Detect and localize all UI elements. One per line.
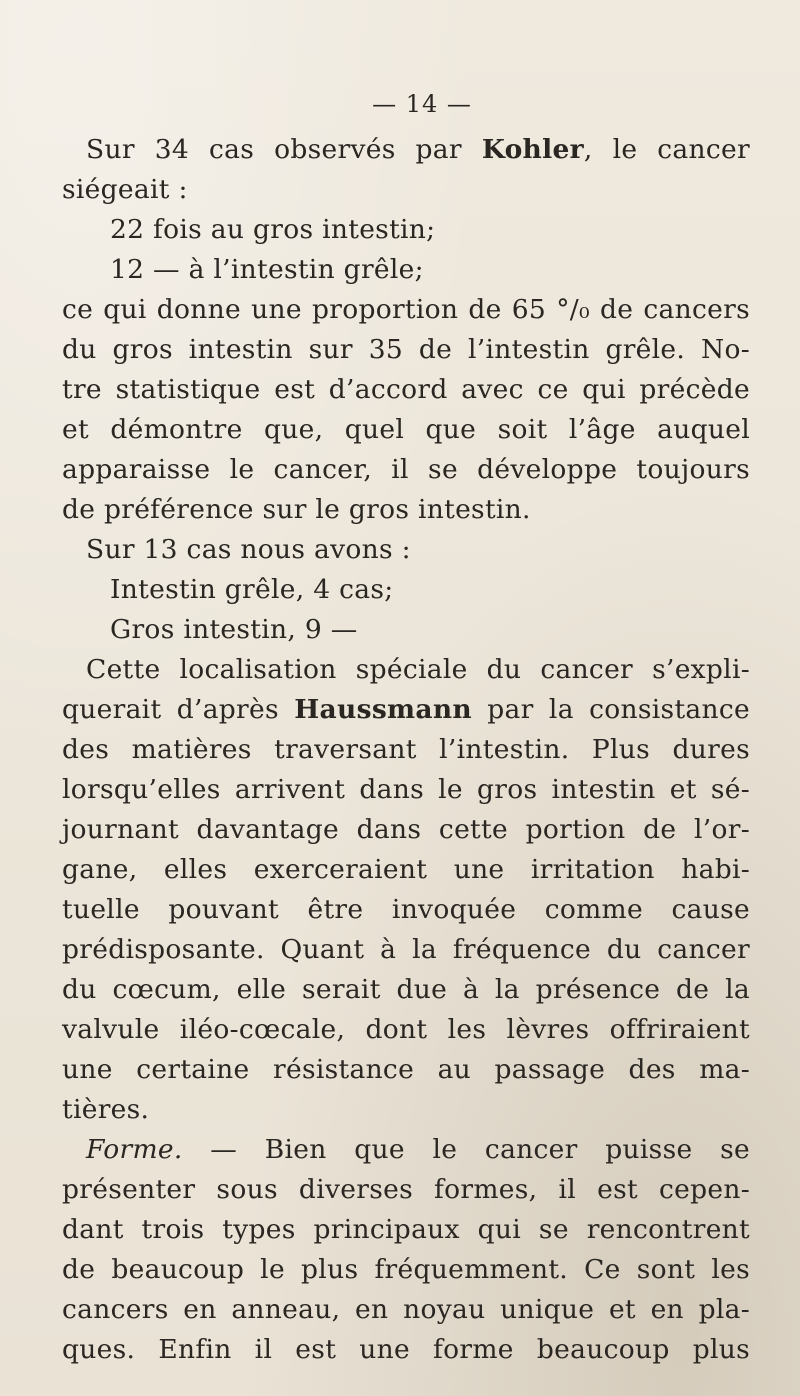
text-line: Cette localisation spéciale du cancer s’expli- bbox=[86, 654, 750, 685]
body-text bbox=[62, 130, 750, 1370]
text-line: Sur 13 cas nous avons : bbox=[86, 534, 411, 565]
text-line: de préférence sur le gros intestin. bbox=[62, 494, 531, 525]
text-line: tières. bbox=[62, 1094, 150, 1125]
text-line: siégeait : bbox=[62, 174, 188, 205]
text-line: présenter sous diverses formes, il est cepen- bbox=[62, 1174, 750, 1205]
text-line: prédisposante. Quant à la fréquence du cancer bbox=[62, 934, 750, 965]
book-page bbox=[62, 90, 750, 1370]
author-name: Haussmann bbox=[294, 694, 472, 725]
author-name: Kohler bbox=[481, 134, 584, 165]
page-number: — 14 — bbox=[372, 90, 472, 118]
text-line: Forme. — Bien que le cancer puisse se bbox=[86, 1134, 750, 1165]
text-line: des matières traversant l’intestin. Plus dures bbox=[62, 734, 750, 765]
text-line: apparaisse le cancer, il se développe toujours bbox=[62, 454, 750, 485]
text-line: Gros intestin, 9 — bbox=[110, 614, 358, 645]
text-line: querait d’après Haussmann par la consistance bbox=[62, 694, 750, 725]
text-line: Sur 34 cas observés par Kohler, le cancer bbox=[86, 134, 750, 165]
text-line: 22 fois au gros intestin; bbox=[110, 214, 436, 245]
text-line: du cœcum, elle serait due à la présence de la bbox=[62, 974, 750, 1005]
text-line: cancers en anneau, en noyau unique et en pla- bbox=[62, 1294, 750, 1325]
text-line: du gros intestin sur 35 de l’intestin grêle. No- bbox=[62, 334, 750, 365]
text-line: et démontre que, quel que soit l’âge auquel bbox=[62, 414, 750, 445]
text-line: lorsqu’elles arrivent dans le gros intestin et sé- bbox=[62, 774, 750, 805]
text-line: tuelle pouvant être invoquée comme cause bbox=[62, 894, 750, 925]
text-line: valvule iléo-cœcale, dont les lèvres offriraient bbox=[62, 1014, 750, 1045]
text-line: Intestin grêle, 4 cas; bbox=[110, 574, 394, 605]
text-line: 12 — à l’intestin grêle; bbox=[110, 254, 424, 285]
text-line: gane, elles exerceraient une irritation habi- bbox=[62, 854, 750, 885]
section-heading: Forme. bbox=[86, 1134, 183, 1165]
text-line: journant davantage dans cette portion de l’or- bbox=[62, 814, 750, 845]
text-line: une certaine résistance au passage des ma- bbox=[62, 1054, 750, 1085]
text-line: de beaucoup le plus fréquemment. Ce sont les bbox=[62, 1254, 750, 1285]
text-line: dant trois types principaux qui se rencontrent bbox=[62, 1214, 750, 1245]
text-line: tre statistique est d’accord avec ce qui précède bbox=[62, 374, 750, 405]
text-line: ques. Enfin il est une forme beaucoup plus bbox=[62, 1334, 750, 1365]
text-line: ce qui donne une proportion de 65 °/₀ de cancers bbox=[62, 294, 750, 325]
